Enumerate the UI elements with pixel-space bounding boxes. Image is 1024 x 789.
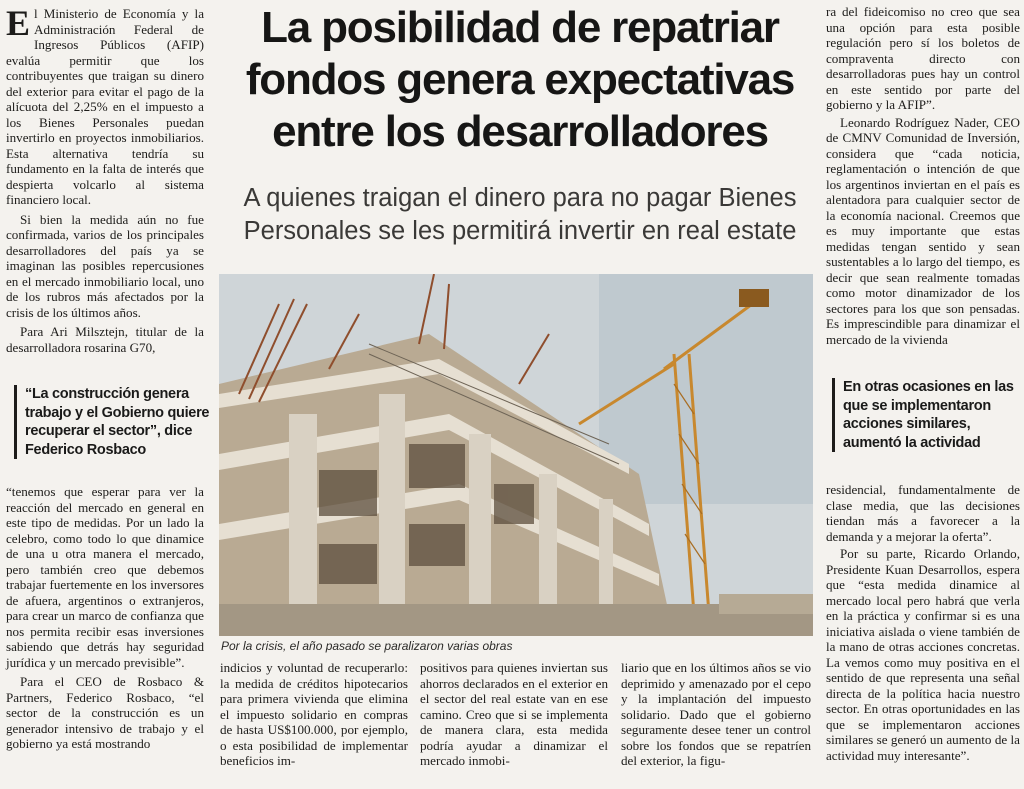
column1-paragraph-5: Para el CEO de Rosbaco & Partners, Federico Rosbaco, “el sector de la construcción es un generador intensivo de trabajo y el gobierno ya está mostrando (6, 674, 204, 751)
drop-cap: E (6, 3, 31, 43)
headline: La posibilidad de repatriar fondos genera expectativas entre los desarrolladores (245, 3, 795, 156)
column5-paragraph-3: residencial, fundamentalmente de clase media, que las decisiones tiendan más a favorecer a la demanda y a mejorar la oferta”. (826, 482, 1020, 544)
column2-paragraph-1: indicios y voluntad de recuperarlo: la medida de créditos hipotecarios para primera vivienda que elimina el impuesto solidario en compras de hasta US$100.000, por ejemplo, o esta posibilidad de implementar beneficios im- (220, 660, 408, 768)
pullquote-left-text: “La construcción genera trabajo y el Gobierno quiere recuperar el sector”, (25, 386, 210, 439)
construction-site-photo (219, 274, 813, 636)
column1-paragraph-3: Para Ari Milsztejn, titular de la desarrolladora rosarina G70, (6, 324, 204, 355)
column3-paragraph-1: positivos para quienes inviertan sus ahorros declarados en el exterior en el sector del real estate van en ese camino. Creo que si se implementa de manera clara, esta medida podría ayudar a dinamizar el mercado inmobi- (420, 660, 608, 768)
article-column-4 (621, 660, 811, 769)
column4-paragraph-1: liario que en los últimos años se vio deprimido y amenazado por el cepo y la implantación del impuesto solidario. Dado que el gobierno seguramente desee tener un control sobre los fondos que se repatríen del exterior, la figu- (621, 660, 811, 768)
pullquote-right: En otras ocasiones en las que se implementaron acciones similares, aumentó la actividad (832, 378, 1024, 452)
article-column-3 (420, 660, 608, 769)
column1-paragraph-1: El Ministerio de Economía y la Administración Federal de Ingresos Públicos (AFIP) evalúa permitir que los contribuyentes que traigan su dinero del exterior para evitar el pago de la alícuota del 2,25% en el impuesto a los Bienes Personales puedan invertirlo en proyectos inmobiliarios. Esta alternativa tendría su fundamento en la falta de interés que despierta volcarlo al sistema financiero local. (6, 3, 204, 207)
column5-paragraph-2: Leonardo Rodríguez Nader, CEO de CMNV Comunidad de Inversión, considera que “cada noticia, reglamentación o intención de que los argentinos inviertan en el país es alentadora para cualquier sector de la economía nacional. Creemos que es muy importante que estas medidas tengan sentido y sean sustentables a lo largo del tiempo, es decir que sean realmente tomadas como motor dinamizador de los sectores para los que son pensadas. Es imprescindible para dinamizar el mercado de la vivienda (826, 114, 1020, 347)
pullquote-left (14, 385, 211, 459)
article-column-1b (6, 484, 204, 752)
column1-paragraph-2: Si bien la medida aún no fue confirmada, varios de los principales desarrolladores del país ya se imaginan las posibles repercusiones en el mercado inmobiliario local, uno de los rubros más afectados por la crisis de los últimos años. (6, 211, 204, 320)
column5-paragraph-4: Por su parte, Ricardo Orlando, Presidente Kuan Desarrollos, espera que “esta medida dinamice al mercado local pero habrá que verla en la práctica y confirmar si es una iniciativa aislada o viene también de la mano de otras acciones concretas. La vemos como muy positiva en el sentido de que representa una señal directa de la política hacia nuestro sector. En otras oportunidades en las que se implementaron acciones similares se generó un aumento de la actividad muy interesante”. (826, 546, 1020, 763)
article-column-5b (826, 482, 1020, 763)
construction-illustration (219, 274, 813, 636)
subheadline: A quienes traigan el dinero para no pagar Bienes Personales se les permitirá invertir en real estate (243, 184, 797, 245)
article-column-1 (6, 3, 204, 355)
pullquote-left-attribution: dice Federico Rosbaco (25, 423, 193, 458)
article-column-5 (826, 4, 1020, 347)
photo-caption: Por la crisis, el año pasado se paralizaron varias obras (221, 639, 513, 653)
column5-paragraph-1: ra del fideicomiso no creo que sea una opción para esta posible regulación pero sí los boletos de compraventa directo con desarrolladoras pues hay un control en este sentido por parte del gobierno y la AFIP”. (826, 4, 1020, 112)
article-column-2 (220, 660, 408, 769)
column1-paragraph-4: “tenemos que esperar para ver la reacción del mercado en general en este tipo de medidas. Por un lado la celebro, como todo lo que dinamice de una u otra manera el mercado, pero también creo que debemos trabajar fuertemente en los inversores de afuera, argentinos o extranjeros, para crear un marco de confianza que nos permita recibir esas inversiones sabiendo que detrás hay seguridad jurídica y un mercado previsible”. (6, 484, 204, 670)
